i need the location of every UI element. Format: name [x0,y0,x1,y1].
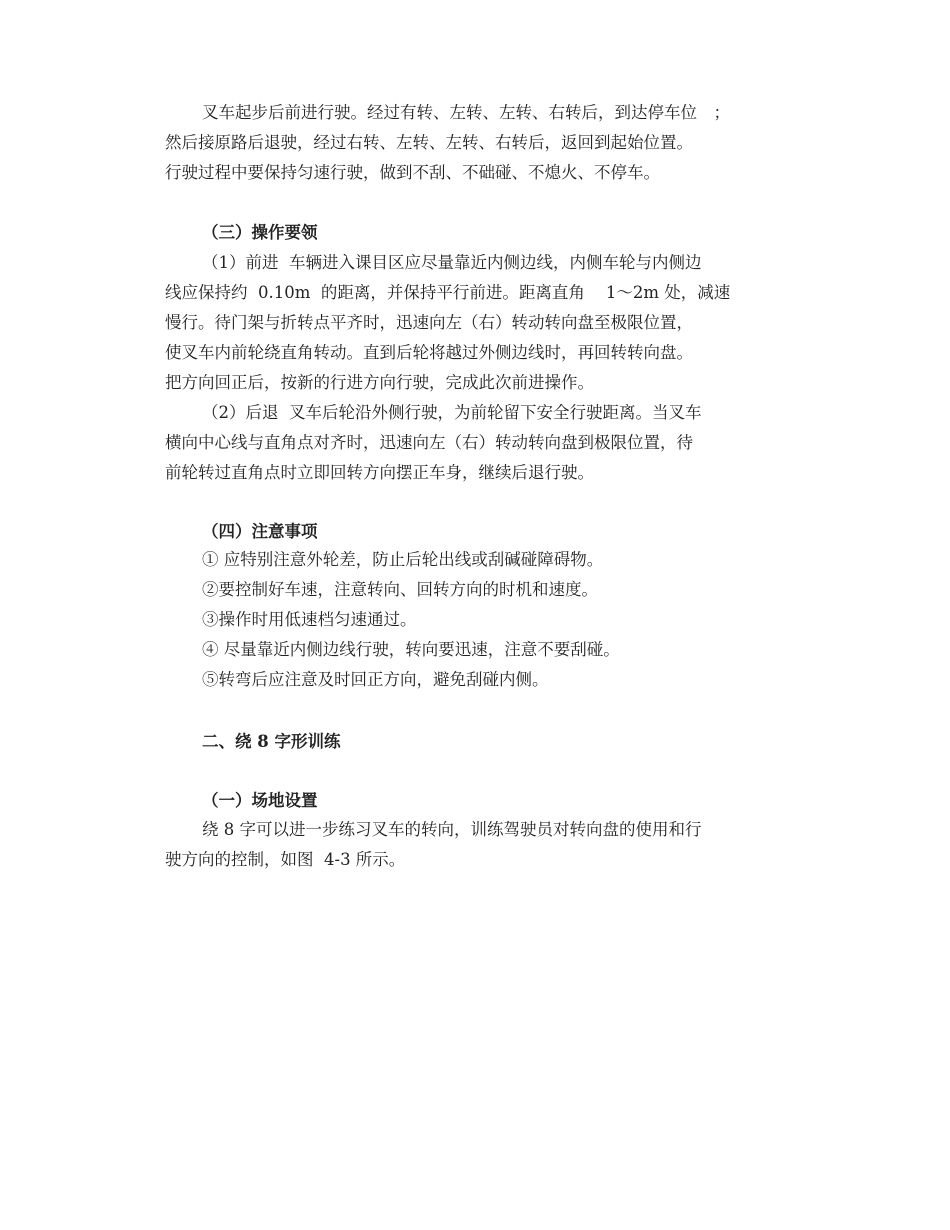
section-heading-operation: （三）操作要领 [202,223,318,242]
paragraph-line: 绕 8 字可以进一步练习叉车的转向，训练驾驶员对转向盘的使用和行 [202,820,702,839]
list-item: ②要控制好车速，注意转向、回转方向的时机和速度。 [202,580,598,599]
paragraph-line: 横向中心线与直角点对齐时，迅速向左（右）转动转向盘到极限位置，待 [165,433,693,452]
paragraph-line: 然后接原路后退驶，经过右转、左转、左转、右转后，返回到起始位置。 [165,133,693,152]
section-heading-notes: （四）注意事项 [202,522,318,541]
paragraph-line: （2）后退 叉车后轮沿外侧行驶，为前轮留下安全行驶距离。当叉车 [202,403,702,422]
section-heading-site: （一）场地设置 [202,791,318,810]
chapter-heading: 二、绕 8 字形训练 [202,732,341,751]
paragraph-line: 慢行。待门架与折转点平齐时，迅速向左（右）转动转向盘至极限位置， [165,313,693,332]
paragraph-line: 使叉车内前轮绕直角转动。直到后轮将越过外侧边线时，再回转转向盘。 [165,343,693,362]
list-item: ④ 尽量靠近内侧边线行驶，转向要迅速，注意不要刮碰。 [202,640,620,659]
paragraph-line: 线应保持约 0.10m 的距离，并保持平行前进。距离直角 1～2m 处，减速 [165,283,731,302]
paragraph-line: 前轮转过直角点时立即回转方向摆正车身，继续后退行驶。 [165,463,594,482]
paragraph-line: 叉车起步后前进行驶。经过有转、左转、左转、右转后，到达停车位 ； [202,103,730,122]
paragraph-line: 把方向回正后，按新的行进方向行驶，完成此次前进操作。 [165,373,594,392]
list-item: ① 应特别注意外轮差，防止后轮出线或刮碱碰障碍物。 [202,550,604,569]
list-item: ⑤转弯后应注意及时回正方向，避免刮碰内侧。 [202,670,549,689]
paragraph-line: （1）前进 车辆进入课目区应尽量靠近内侧边线，内侧车轮与内侧边 [202,253,702,272]
paragraph-line: 驶方向的控制，如图 4-3 所示。 [165,850,406,869]
list-item: ③操作时用低速档匀速通过。 [202,610,417,629]
paragraph-line: 行驶过程中要保持匀速行驶，做到不刮、不础碰、不熄火、不停车。 [165,163,660,182]
